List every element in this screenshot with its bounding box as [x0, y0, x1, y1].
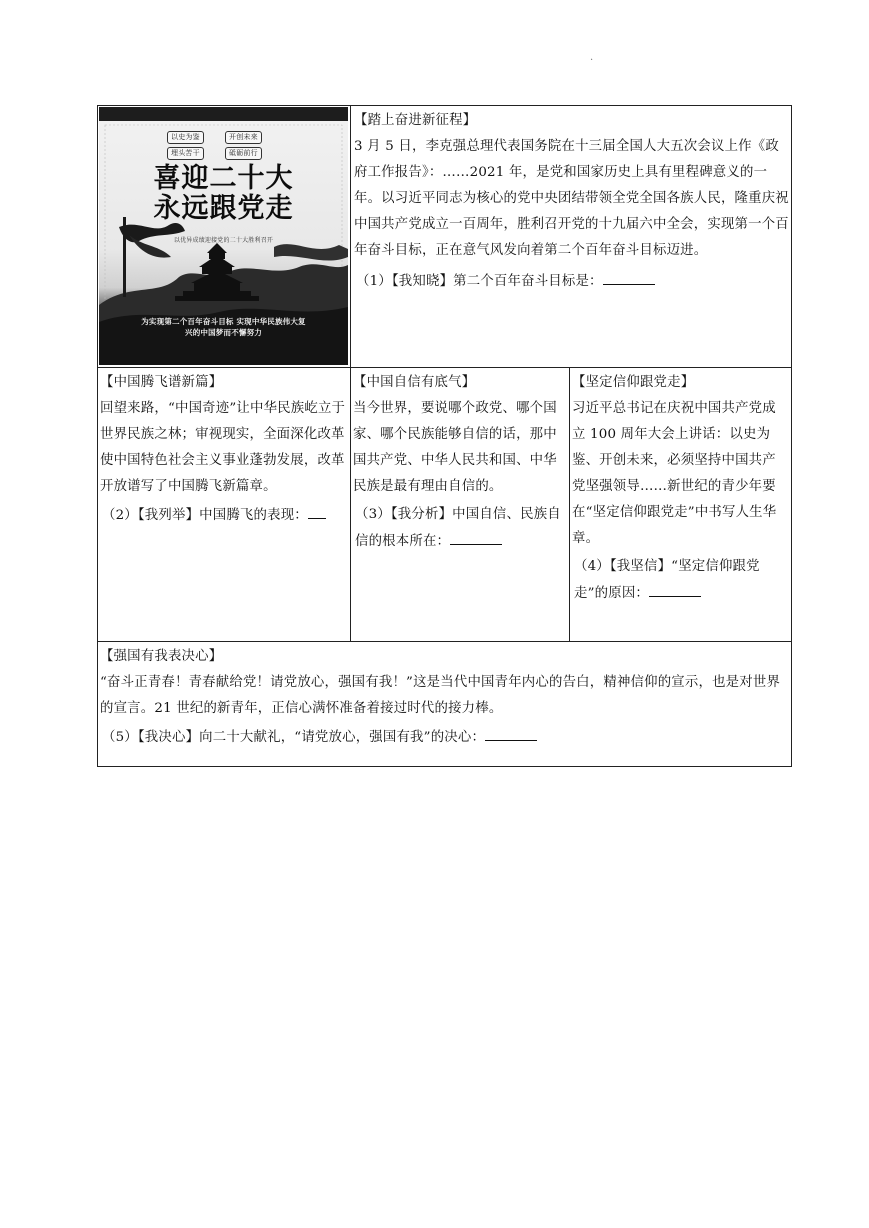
cover-tag: 以史为鉴	[167, 131, 204, 144]
answer-blank-3[interactable]	[450, 528, 502, 545]
worksheet-table	[97, 105, 792, 767]
section-4-cell	[570, 368, 792, 642]
row-3	[98, 642, 792, 767]
section-1-heading: 【踏上奋进新征程】	[354, 113, 477, 128]
section-1-question-row	[354, 264, 789, 295]
section-2-heading: 【中国腾飞谱新篇】	[100, 375, 223, 390]
section-4-question-row	[572, 552, 789, 607]
page-marker: .	[590, 52, 594, 63]
section-3-heading: 【中国自信有底气】	[353, 375, 476, 390]
section-3-body: 当今世界，要说哪个政党、哪个国家、哪个民族能够自信的话，那中国共产党、中华人民共和国、中华民族是最有理由自信的。	[353, 401, 557, 494]
section-1-cell	[351, 106, 792, 368]
answer-blank-4[interactable]	[649, 580, 701, 597]
book-cover-image	[99, 107, 348, 365]
section-5-body: “奋斗正青春！青春献给党！请党放心，强国有我！”这是当代中国青年内心的告白，精神信仰的宣示，也是对世界的宣言。21 世纪的新青年，正信心满怀准备着接过时代的接力棒。	[100, 675, 781, 716]
cover-tag: 砥砺前行	[225, 147, 262, 160]
row-2	[98, 368, 792, 642]
answer-blank-1[interactable]	[603, 268, 655, 285]
cover-cell	[98, 106, 351, 368]
cover-title-line1: 喜迎二十大	[153, 163, 294, 194]
section-4-question: （4）【我坚信】“坚定信仰跟党走”的原因：	[574, 559, 760, 601]
section-2-body: 回望来路，“中国奇迹”让中华民族屹立于世界民族之林；审视现实，全面深化改革使中国特色社会主义事业蓬勃发展，改革开放谱写了中国腾飞新篇章。	[100, 401, 346, 494]
section-2-cell	[98, 368, 351, 642]
section-4-heading: 【坚定信仰跟党走】	[572, 375, 695, 390]
section-5-cell	[98, 642, 792, 767]
cover-title-line2: 永远跟党走	[153, 193, 294, 224]
section-5-question: （5）【我决心】向二十大献礼，“请党放心，强国有我”的决心：	[102, 730, 486, 745]
section-5-question-row	[100, 722, 789, 751]
answer-blank-2[interactable]	[308, 502, 326, 519]
section-2-question: （2）【我列举】中国腾飞的表现：	[102, 508, 308, 523]
section-4-body: 习近平总书记在庆祝中国共产党成立 100 周年大会上讲话：以史为鉴、开创未来，必须坚持中国共产党坚强领导……新世纪的青少年要在“坚定信仰跟党走”中书写人生华章。	[572, 401, 777, 546]
row-1	[98, 106, 792, 368]
section-5-heading: 【强国有我表决心】	[100, 649, 223, 664]
cover-tag: 埋头苦干	[167, 147, 204, 160]
section-3-cell	[351, 368, 570, 642]
answer-blank-5[interactable]	[485, 724, 537, 741]
cover-tag: 开创未来	[225, 131, 262, 144]
section-3-question: （3）【我分析】中国自信、民族自信的根本所在：	[355, 507, 561, 549]
section-3-question-row	[353, 500, 567, 555]
section-2-question-row	[100, 500, 348, 529]
cover-subtitle: 以优异成绩迎接党的二十大胜利召开	[173, 237, 274, 244]
section-1-body: 3 月 5 日，李克强总理代表国务院在十三届全国人大五次会议上作《政府工作报告》：……2021 年，是党和国家历史上具有里程碑意义的一年。以习近平同志为核心的党中央团结带领全党全国各族人民，隆重庆祝中国共产党成立一百周年，胜利召开党的十九届六中全会，实现第一个百年奋斗目标，正在意气风发向着第二个百年奋斗目标迈进。	[354, 139, 789, 258]
cover-slogan: 为实现第二个百年奋斗目标 实现中华民族伟大复兴的中国梦而不懈努力	[141, 317, 306, 337]
section-1-question: （1）【我知晓】第二个百年奋斗目标是：	[356, 274, 603, 289]
